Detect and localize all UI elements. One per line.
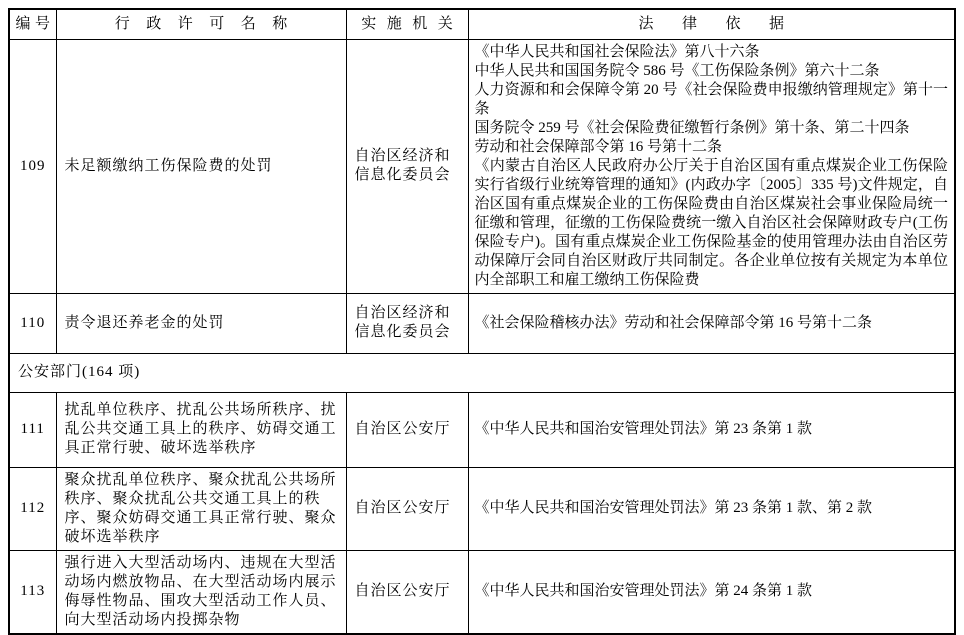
- legal-basis-line: 《社会保险稽核办法》劳动和社会保障部令第 16 号第十二条: [474, 314, 873, 331]
- implementing-agency: 自治区公安厅: [346, 467, 468, 550]
- row-number: 110: [9, 293, 56, 353]
- table-header-row: [9, 9, 955, 39]
- license-name: 聚众扰乱单位秩序、聚众扰乱公共场所秩序、聚众扰乱公共交通工具上的秩序、聚众妨碍交通工具正常行驶、聚众破坏选举秩序: [56, 467, 346, 550]
- table-row-111: [9, 392, 955, 467]
- section-header-row: [9, 353, 955, 392]
- license-name: 强行进入大型活动场内、违规在大型活动场内燃放物品、在大型活动场内展示侮辱性物品、围攻大型活动工作人员、向大型活动场内投掷杂物: [56, 550, 346, 634]
- row-number: 112: [9, 467, 56, 550]
- admin-penalty-table: [8, 8, 956, 635]
- document-page: [8, 8, 956, 635]
- section-header: 公安部门(164 项): [9, 353, 955, 392]
- implementing-agency: 自治区经济和信息化委员会: [346, 39, 468, 293]
- col-header-legal-basis: 法律依据: [468, 9, 955, 39]
- legal-basis-line: 劳动和社会保障部令第 16 号第十二条: [474, 138, 723, 155]
- row-number: 113: [9, 550, 56, 634]
- col-header-license-name: 行政许可名称: [56, 9, 346, 39]
- table-row-112: [9, 467, 955, 550]
- legal-basis-line: 《中华人民共和国治安管理处罚法》第 23 条第 1 款: [474, 421, 813, 437]
- table-row-109: [9, 39, 955, 293]
- legal-basis-line: 《中华人民共和国社会保险法》第八十六条: [474, 43, 760, 60]
- legal-basis: [468, 467, 955, 550]
- license-name: 未足额缴纳工伤保险费的处罚: [56, 39, 346, 293]
- row-number: 109: [9, 39, 56, 293]
- implementing-agency: 自治区公安厅: [346, 550, 468, 634]
- legal-basis-line: 《内蒙古自治区人民政府办公厅关于自治区国有重点煤炭企业工伤保险实行省级行业统筹管理的通知》(内政办字〔2005〕335 号)文件规定，自治区国有重点煤炭企业的工伤保险费由自治区煤炭社会事业保险局统一征缴和管理，征缴的工伤保险费统一缴入自治区社会保障财政专户(工伤保险专户)。国有重点煤炭企业工伤保险基金的使用管理办法由自治区劳动保障厅会同自治区财政厅共同制定。各企业单位按有关规定为本单位内全部职工和雇工缴纳工伤保险费: [474, 157, 948, 288]
- legal-basis-line: 人力资源和和会保障令第 20 号《社会保险费申报缴纳管理规定》第十一条: [474, 81, 948, 117]
- license-name: 扰乱单位秩序、扰乱公共场所秩序、扰乱公共交通工具上的秩序、妨碍交通工具正常行驶、破坏选举秩序: [56, 392, 346, 467]
- implementing-agency: 自治区公安厅: [346, 392, 468, 467]
- legal-basis-line: 中华人民共和国国务院令 586 号《工伤保险条例》第六十二条: [474, 62, 880, 79]
- legal-basis: [468, 550, 955, 634]
- row-number: 111: [9, 392, 56, 467]
- legal-basis: [468, 392, 955, 467]
- legal-basis-line: 《中华人民共和国治安管理处罚法》第 24 条第 1 款: [474, 583, 813, 599]
- legal-basis-line: 《中华人民共和国治安管理处罚法》第 23 条第 1 款、第 2 款: [474, 500, 873, 516]
- col-header-agency: 实施机关: [346, 9, 468, 39]
- table-row-113: [9, 550, 955, 634]
- implementing-agency: 自治区经济和信息化委员会: [346, 293, 468, 353]
- legal-basis-line: 国务院令 259 号《社会保险费征缴暂行条例》第十条、第二十四条: [474, 119, 910, 136]
- license-name: 责令退还养老金的处罚: [56, 293, 346, 353]
- legal-basis: [468, 39, 955, 293]
- table-row-110: [9, 293, 955, 353]
- legal-basis: [468, 293, 955, 353]
- col-header-number: 编号: [9, 9, 56, 39]
